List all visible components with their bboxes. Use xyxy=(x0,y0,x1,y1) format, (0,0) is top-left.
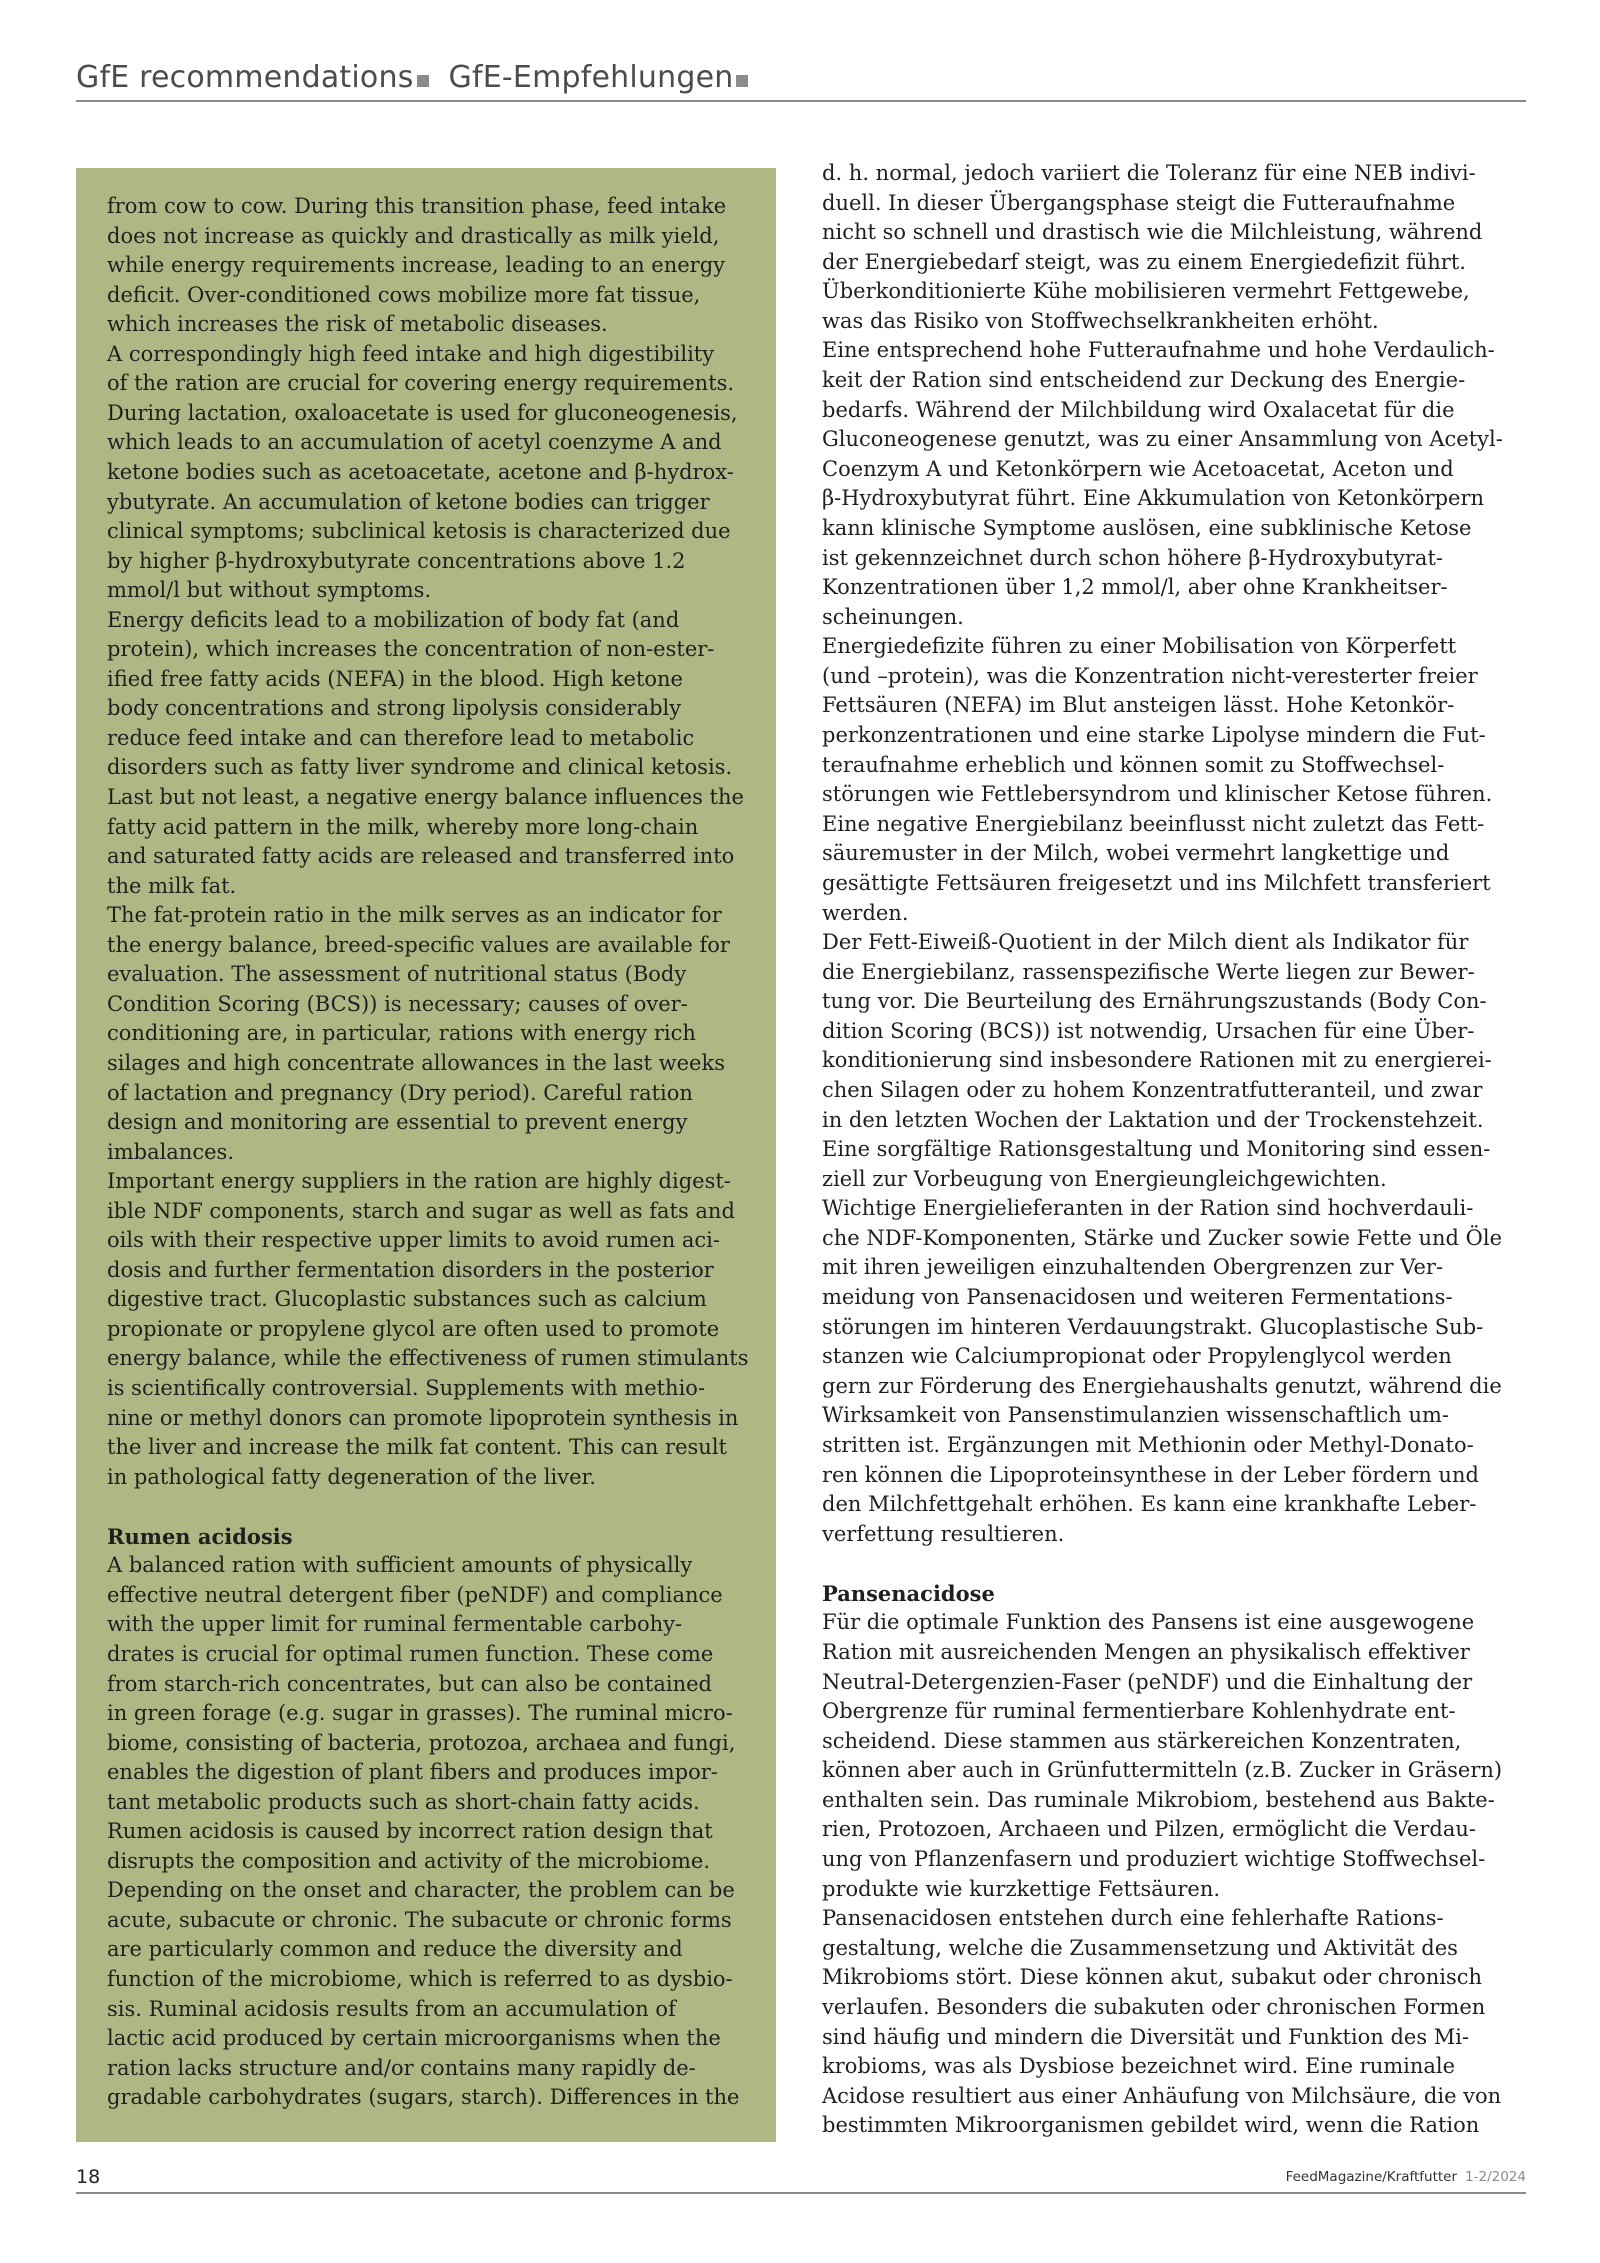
text-line: Important energy suppliers in the ration are highly digest- xyxy=(107,1169,731,1194)
text-line: stanzen wie Calciumpropionat oder Propylenglycol werden xyxy=(822,1344,1452,1369)
text-line: lactic acid produced by certain microorganisms when the xyxy=(107,2026,721,2051)
text-line: Wirksamkeit von Pansenstimulanzien wissenschaftlich um- xyxy=(822,1403,1450,1428)
text-line: acute, subacute or chronic. The subacute or chronic forms xyxy=(107,1907,732,1932)
text-line: der Energiebedarf steigt, was zu einem Energiedefizit führt. xyxy=(822,249,1466,274)
text-line: fatty acid pattern in the milk, whereby more long-chain xyxy=(107,814,699,839)
text-line: keit der Ration sind entscheidend zur Deckung des Energie- xyxy=(822,368,1466,393)
text-line: bedarfs. Während der Milchbildung wird Oxalacetat für die xyxy=(822,397,1455,422)
text-line: does not increase as quickly and drastically as milk yield, xyxy=(107,223,720,248)
text-line: propionate or propylene glycol are often used to promote xyxy=(107,1316,720,1341)
text-line: Wichtige Energielieferanten in der Ration sind hochverdauli- xyxy=(822,1196,1474,1221)
header-section-de: GfE-Empfehlungen xyxy=(448,60,734,95)
text-line: enthalten sein. Das ruminale Mikrobiom, bestehend aus Bakte- xyxy=(822,1787,1495,1812)
text-line: tant metabolic products such as short-chain fatty acids. xyxy=(107,1789,700,1814)
text-line: by higher β-hydroxybutyrate concentrations above 1.2 xyxy=(107,548,686,573)
text-line: Neutral-Detergenzien-Faser (peNDF) und die Einhaltung der xyxy=(822,1669,1473,1694)
text-line: β-Hydroxybutyrat führt. Eine Akkumulation von Ketonkörpern xyxy=(822,486,1485,511)
text-line: Acidose resultiert aus einer Anhäufung von Milchsäure, die von xyxy=(822,2083,1502,2108)
text-line: Coenzym A und Ketonkörpern wie Acetoacetat, Aceton und xyxy=(822,456,1454,481)
text-line: oils with their respective upper limits to avoid rumen aci- xyxy=(107,1228,720,1253)
text-line: deficit. Over-conditioned cows mobilize more fat tissue, xyxy=(107,282,701,307)
text-line: sind häufig und mindern die Diversität und Funktion des Mi- xyxy=(822,2024,1470,2049)
text-line: Eine entsprechend hohe Futteraufnahme und hohe Verdaulich- xyxy=(822,338,1495,363)
text-line: in green forage (e.g. sugar in grasses). The ruminal micro- xyxy=(107,1701,733,1726)
text-line: energy balance, while the effectiveness of rumen stimulants xyxy=(107,1346,749,1371)
text-line: Pansenacidosen entstehen durch eine fehlerhafte Rations- xyxy=(822,1906,1444,1931)
text-line: During lactation, oxaloacetate is used for gluconeogenesis, xyxy=(107,400,738,425)
text-line: Für die optimale Funktion des Pansens ist eine ausgewogene xyxy=(822,1610,1475,1635)
text-line: while energy requirements increase, leading to an energy xyxy=(107,253,726,278)
text-line: ist gekennzeichnet durch schon höhere β-Hydroxybutyrat- xyxy=(822,545,1443,570)
text-line: A balanced ration with sufficient amounts of physically xyxy=(107,1553,693,1578)
text-line: gradable carbohydrates (sugars, starch). Differences in the xyxy=(107,2085,740,2110)
text-line: ybutyrate. An accumulation of ketone bodies can trigger xyxy=(107,489,710,514)
text-line: reduce feed intake and can therefore lead to metabolic xyxy=(107,725,695,750)
footer-rule xyxy=(76,2192,1526,2194)
text-line: Fettsäuren (NEFA) im Blut ansteigen lässt. Hohe Ketonkör- xyxy=(822,693,1455,718)
text-line: mmol/l but without symptoms. xyxy=(107,578,432,603)
text-line: konditionierung sind insbesondere Rationen mit zu energierei- xyxy=(822,1048,1492,1073)
text-line: which increases the risk of metabolic diseases. xyxy=(107,312,608,337)
text-line: in pathological fatty degeneration of the liver. xyxy=(107,1464,596,1489)
text-line: werden. xyxy=(822,900,909,925)
text-line: Eine negative Energiebilanz beeinflusst nicht zuletzt das Fett- xyxy=(822,811,1485,836)
text-line: disrupts the composition and activity of the microbiome. xyxy=(107,1848,711,1873)
section-heading: Rumen acidosis xyxy=(107,1523,293,1549)
text-line: silages and high concentrate allowances in the last weeks xyxy=(107,1050,725,1075)
text-line: A correspondingly high feed intake and high digestibility xyxy=(107,341,715,366)
text-line: können aber auch in Grünfuttermitteln (z.B. Zucker in Gräsern) xyxy=(822,1758,1503,1783)
text-line: digestive tract. Glucoplastic substances such as calcium xyxy=(107,1287,707,1312)
page-number: 18 xyxy=(76,2166,101,2188)
text-line: and saturated fatty acids are released and transferred into xyxy=(107,844,735,869)
text-line: ung von Pflanzenfasern und produziert wichtige Stoffwechsel- xyxy=(822,1847,1486,1872)
text-line: body concentrations and strong lipolysis considerably xyxy=(107,696,682,721)
text-line: Energiedefizite führen zu einer Mobilisation von Körperfett xyxy=(822,634,1457,659)
text-line: tung vor. Die Beurteilung des Ernährungszustands (Body Con- xyxy=(822,989,1487,1014)
text-line: the milk fat. xyxy=(107,873,237,898)
text-line: produkte wie kurzkettige Fettsäuren. xyxy=(822,1876,1221,1901)
text-line: Rumen acidosis is caused by incorrect ration design that xyxy=(107,1819,713,1844)
text-line: Obergrenze für ruminal fermentierbare Kohlenhydrate ent- xyxy=(822,1699,1456,1724)
text-line: Ration mit ausreichenden Mengen an physikalisch effektiver xyxy=(822,1640,1470,1664)
text-line: scheidend. Diese stammen aus stärkereichen Konzentraten, xyxy=(822,1728,1462,1753)
header-rule xyxy=(76,100,1526,102)
text-line: enables the digestion of plant fibers and produces impor- xyxy=(107,1760,718,1785)
text-line: The fat-protein ratio in the milk serves as an indicator for xyxy=(107,903,722,928)
text-line: störungen wie Fettlebersyndrom und klinischer Ketose führen. xyxy=(822,782,1493,807)
text-line: säuremuster in der Milch, wobei vermehrt langkettige und xyxy=(822,841,1450,866)
text-line: Konzentrationen über 1,2 mmol/l, aber ohne Krankheitser- xyxy=(822,575,1448,600)
text-line: drates is crucial for optimal rumen function. These come xyxy=(107,1641,714,1666)
publication-name: FeedMagazine/Kraftfutter xyxy=(1285,2169,1458,2185)
text-line: disorders such as fatty liver syndrome and clinical ketosis. xyxy=(107,755,733,780)
text-line: stritten ist. Ergänzungen mit Methionin oder Methyl-Donato- xyxy=(822,1432,1474,1457)
text-line: from cow to cow. During this transition phase, feed intake xyxy=(107,194,727,218)
text-line: from starch-rich concentrates, but can also be contained xyxy=(107,1671,712,1696)
text-line: mit ihren jeweiligen einzuhaltenden Obergrenzen zur Ver- xyxy=(822,1255,1444,1280)
text-line: verlaufen. Besonders die subakuten oder chronischen Formen xyxy=(822,1994,1486,2019)
text-line: conditioning are, in particular, rations with energy rich xyxy=(107,1021,696,1046)
text-line: dosis and further fermentation disorders in the posterior xyxy=(107,1257,714,1282)
text-line: in den letzten Wochen der Laktation und der Trockenstehzeit. xyxy=(822,1107,1484,1132)
text-line: of the ration are crucial for covering energy requirements. xyxy=(107,371,735,396)
text-line: ified free fatty acids (NEFA) in the blood. High ketone xyxy=(107,666,683,691)
text-line: ration lacks structure and/or contains many rapidly de- xyxy=(107,2055,696,2080)
text-line: d. h. normal, jedoch variiert die Toleranz für eine NEB indivi- xyxy=(822,161,1476,185)
text-line: che NDF-Komponenten, Stärke und Zucker sowie Fette und Öle xyxy=(822,1225,1503,1250)
text-line: Der Fett-Eiweiß-Quotient in der Milch dient als Indikator für xyxy=(822,930,1469,955)
text-line: evaluation. The assessment of nutritional status (Body xyxy=(107,962,687,987)
text-line: biome, consisting of bacteria, protozoa, archaea and fungi, xyxy=(107,1730,736,1755)
text-line: gern zur Förderung des Energiehaushalts genutzt, während die xyxy=(822,1373,1502,1398)
text-line: ketone bodies such as acetoacetate, acetone and β-hydrox- xyxy=(107,459,734,484)
text-line: verfettung resultieren. xyxy=(822,1521,1065,1546)
text-line: are particularly common and reduce the diversity and xyxy=(107,1937,683,1962)
text-line: Energy deficits lead to a mobilization of body fat (and xyxy=(107,607,680,632)
text-line: was das Risiko von Stoffwechselkrankheiten erhöht. xyxy=(822,308,1379,333)
text-line: Eine sorgfältige Rationsgestaltung und Monitoring sind essen- xyxy=(822,1137,1491,1162)
text-line: teraufnahme erheblich und können somit zu Stoffwechsel- xyxy=(822,752,1445,777)
text-line: function of the microbiome, which is referred to as dysbio- xyxy=(107,1967,733,1991)
footer-publication xyxy=(1286,2169,1526,2185)
text-line: the liver and increase the milk fat content. This can result xyxy=(107,1435,727,1460)
text-line: scheinungen. xyxy=(822,604,964,629)
text-line: protein), which increases the concentration of non-ester- xyxy=(107,637,715,662)
square-bullet-icon xyxy=(417,75,429,87)
text-line: duell. In dieser Übergangsphase steigt die Futteraufnahme xyxy=(822,190,1456,215)
square-bullet-icon xyxy=(736,75,748,87)
header-section-en: GfE recommendations xyxy=(76,60,414,95)
text-line: imbalances. xyxy=(107,1139,234,1164)
text-line: nine or methyl donors can promote lipoprotein synthesis in xyxy=(107,1405,739,1430)
text-line: rien, Protozoen, Archaeen und Pilzen, ermöglicht die Verdau- xyxy=(822,1817,1476,1842)
running-header xyxy=(76,60,768,100)
text-line: effective neutral detergent fiber (peNDF) and compliance xyxy=(107,1582,723,1607)
text-line: the energy balance, breed-specific values are available for xyxy=(107,932,730,957)
text-line: (und –protein), was die Konzentration nicht-veresterter freier xyxy=(822,663,1478,688)
text-line: Gluconeogenese genutzt, was zu einer Ansammlung von Acetyl- xyxy=(822,427,1503,452)
text-line: meidung von Pansenacidosen und weiteren Fermentations- xyxy=(822,1285,1453,1310)
text-line: bestimmten Mikroorganismen gebildet wird, wenn die Ration xyxy=(822,2113,1480,2138)
text-line: ziell zur Vorbeugung von Energieungleichgewichten. xyxy=(822,1166,1387,1191)
section-heading: Pansenacidose xyxy=(822,1580,995,1606)
text-line: perkonzentrationen und eine starke Lipolyse mindern die Fut- xyxy=(822,723,1486,748)
text-line: Mikrobioms stört. Diese können akut, subakut oder chronisch xyxy=(822,1965,1483,1990)
text-line: of lactation and pregnancy (Dry period). Careful ration xyxy=(107,1080,693,1105)
text-line: den Milchfettgehalt erhöhen. Es kann eine krankhafte Leber- xyxy=(822,1492,1477,1517)
text-line: gesättigte Fettsäuren freigesetzt und ins Milchfett transferiert xyxy=(822,870,1491,895)
text-line: ible NDF components, starch and sugar as well as fats and xyxy=(107,1198,735,1223)
text-line: sis. Ruminal acidosis results from an accumulation of xyxy=(107,1996,676,2021)
text-line: gestaltung, welche die Zusammensetzung und Aktivität des xyxy=(822,1935,1458,1960)
text-line: Depending on the onset and character, the problem can be xyxy=(107,1878,735,1903)
text-line: is scientifically controversial. Supplements with methio- xyxy=(107,1376,706,1400)
text-line: design and monitoring are essential to prevent energy xyxy=(107,1110,688,1135)
text-line: ren können die Lipoproteinsynthese in der Leber fördern und xyxy=(822,1462,1479,1487)
text-line: kann klinische Symptome auslösen, eine subklinische Ketose xyxy=(822,515,1472,540)
text-line: Überkonditionierte Kühe mobilisieren vermehrt Fettgewebe, xyxy=(822,279,1470,304)
text-line: dition Scoring (BCS)) ist notwendig, Ursachen für eine Über- xyxy=(822,1018,1475,1043)
text-line: nicht so schnell und drastisch wie die Milchleistung, während xyxy=(822,220,1483,245)
text-line: Last but not least, a negative energy balance influences the xyxy=(107,785,744,809)
text-line: Condition Scoring (BCS)) is necessary; causes of over- xyxy=(107,991,688,1016)
text-line: with the upper limit for ruminal fermentable carbohy- xyxy=(107,1612,683,1637)
issue-number: 1-2/2024 xyxy=(1465,2169,1526,2185)
text-line: krobioms, was als Dysbiose bezeichnet wird. Eine ruminale xyxy=(822,2054,1456,2079)
text-line: störungen im hinteren Verdauungstrakt. Glucoplastische Sub- xyxy=(822,1314,1484,1339)
text-line: chen Silagen oder zu hohem Konzentratfutteranteil, und zwar xyxy=(822,1077,1483,1102)
text-line: which leads to an accumulation of acetyl coenzyme A and xyxy=(107,430,722,455)
text-line: die Energiebilanz, rassenspezifische Werte liegen zur Bewer- xyxy=(822,959,1475,984)
text-line: clinical symptoms; subclinical ketosis is characterized due xyxy=(107,519,731,544)
